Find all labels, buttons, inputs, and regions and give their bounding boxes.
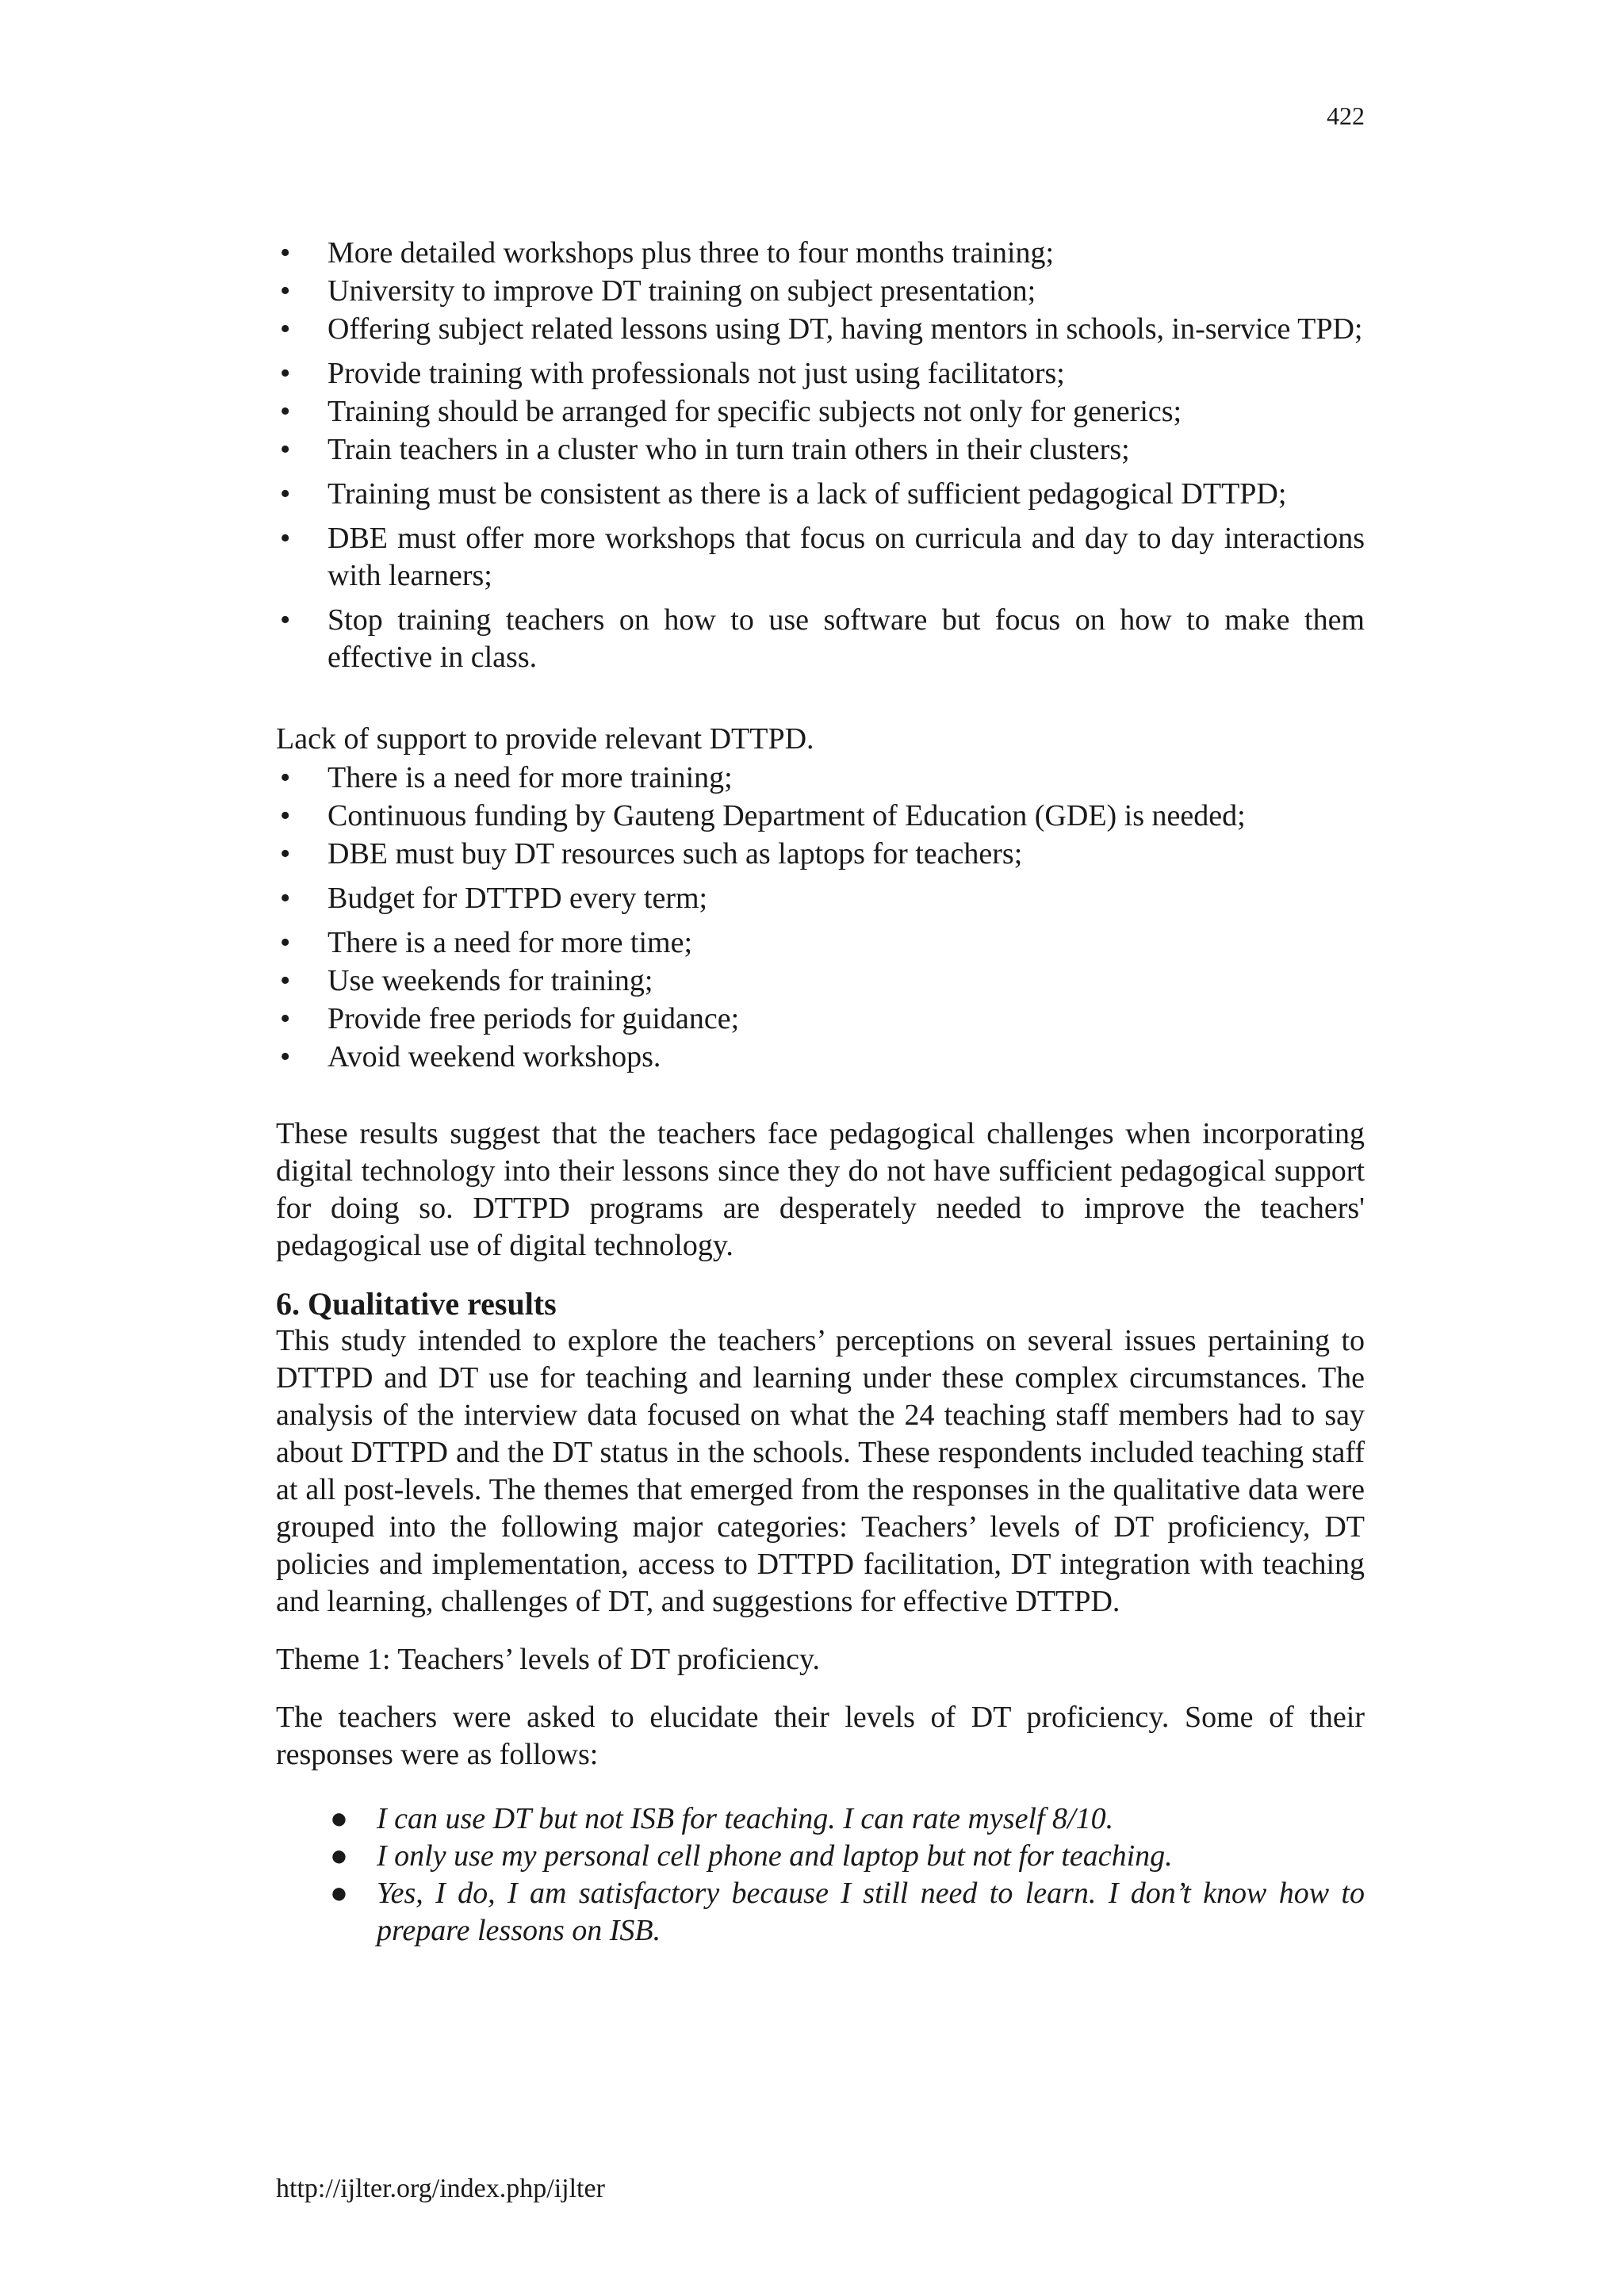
list-item: • More detailed workshops plus three to four months training; — [276, 235, 1365, 272]
list-item: • DBE must offer more workshops that focus on curricula and day to day interactions with learners; — [280, 522, 1365, 592]
bullet-icon: ● — [330, 1802, 348, 1835]
list-item: • There is a need for more training; — [276, 760, 1365, 797]
page-number: 422 — [1327, 101, 1365, 130]
bullet-icon: • — [280, 761, 291, 794]
list-item: • Budget for DTTPD every term; — [276, 880, 1365, 917]
teacher-quotes-list — [276, 1800, 1365, 1950]
theme-heading: Theme 1: Teachers’ levels of DT proficiency. — [276, 1643, 820, 1676]
list-item: • DBE must buy DT resources such as laptops for teachers; — [276, 836, 1365, 873]
training-suggestions-list — [276, 235, 1365, 676]
bullet-icon: • — [280, 357, 291, 390]
bullet-icon: • — [280, 395, 291, 428]
theme-intro-paragraph: The teachers were asked to elucidate their levels of DT proficiency. Some of their responses were as follows: — [276, 1701, 1365, 1771]
bullet-icon: • — [280, 926, 291, 959]
page-content — [276, 235, 1365, 1950]
bullet-icon: • — [280, 1040, 291, 1073]
list-item: • Provide training with professionals not just using facilitators; — [276, 355, 1365, 392]
bullet-icon: ● — [330, 1877, 348, 1910]
bullet-icon: • — [280, 964, 291, 997]
quote-item: ● I only use my personal cell phone and laptop but not for teaching. — [276, 1838, 1365, 1875]
bullet-icon: ● — [330, 1839, 348, 1873]
list-item: • Offering subject related lessons using DT, having mentors in schools, in-service TPD; — [276, 311, 1365, 348]
bullet-icon: • — [280, 799, 291, 832]
bullet-icon: • — [280, 837, 291, 871]
bullet-icon: • — [280, 603, 291, 637]
list-item: • Train teachers in a cluster who in turn train others in their clusters; — [276, 431, 1365, 469]
list-item: • There is a need for more time; — [276, 924, 1365, 962]
footer-url: http://ijlter.org/index.php/ijlter — [276, 2174, 605, 2203]
section-paragraph: This study intended to explore the teachers’ perceptions on several issues pertaining to DTTPD and DT use for teaching and learning under these complex circumstances. The analysis of the interview data focused on what the 24 teaching staff members had to say about DTTPD and the DT status in the schools. These respondents included teaching staff at all post-levels. The themes that emerged from the responses in the qualitative data were grouped into the following major categories: Teachers’ levels of DT proficiency, DT policies and implementation, access to DTTPD facilitation, DT integration with teaching and learning, challenges of DT, and suggestions for effective DTTPD. — [276, 1324, 1365, 1618]
results-paragraph: These results suggest that the teachers face pedagogical challenges when incorporating digital technology into their lessons since they do not have sufficient pedagogical support for doing so. DTTPD programs are desperately needed to improve the teachers' pedagogical use of digital technology. — [276, 1117, 1365, 1262]
bullet-icon: • — [280, 882, 291, 915]
bullet-icon: • — [280, 236, 291, 270]
list-item: • Training should be arranged for specific subjects not only for generics; — [276, 393, 1365, 430]
bullet-icon: • — [280, 274, 291, 308]
bullet-icon: • — [280, 312, 291, 346]
list-item: • Provide free periods for guidance; — [276, 1001, 1365, 1038]
list-item: • University to improve DT training on subject presentation; — [276, 273, 1365, 310]
list-item: • Avoid weekend workshops. — [276, 1039, 1365, 1076]
bullet-icon: • — [280, 433, 291, 466]
support-heading: Lack of support to provide relevant DTTPD. — [276, 722, 814, 756]
list-item: • Use weekends for training; — [276, 962, 1365, 1000]
list-item: • Training must be consistent as there is a lack of sufficient pedagogical DTTPD; — [276, 476, 1365, 513]
bullet-icon: • — [280, 477, 291, 511]
quote-item: ● Yes, I do, I am satisfactory because I still need to learn. I don’t know how to prepare lessons on ISB. — [330, 1877, 1365, 1947]
bullet-icon: • — [280, 522, 291, 555]
section-heading: 6. Qualitative results — [276, 1286, 557, 1322]
quote-item: ● I can use DT but not ISB for teaching. I can rate myself 8/10. — [276, 1800, 1365, 1838]
bullet-icon: • — [280, 1002, 291, 1035]
list-item: • Stop training teachers on how to use software but focus on how to make them effective in class. — [280, 603, 1365, 674]
list-item: • Continuous funding by Gauteng Department of Education (GDE) is needed; — [276, 798, 1365, 835]
support-needs-list — [276, 760, 1365, 1076]
